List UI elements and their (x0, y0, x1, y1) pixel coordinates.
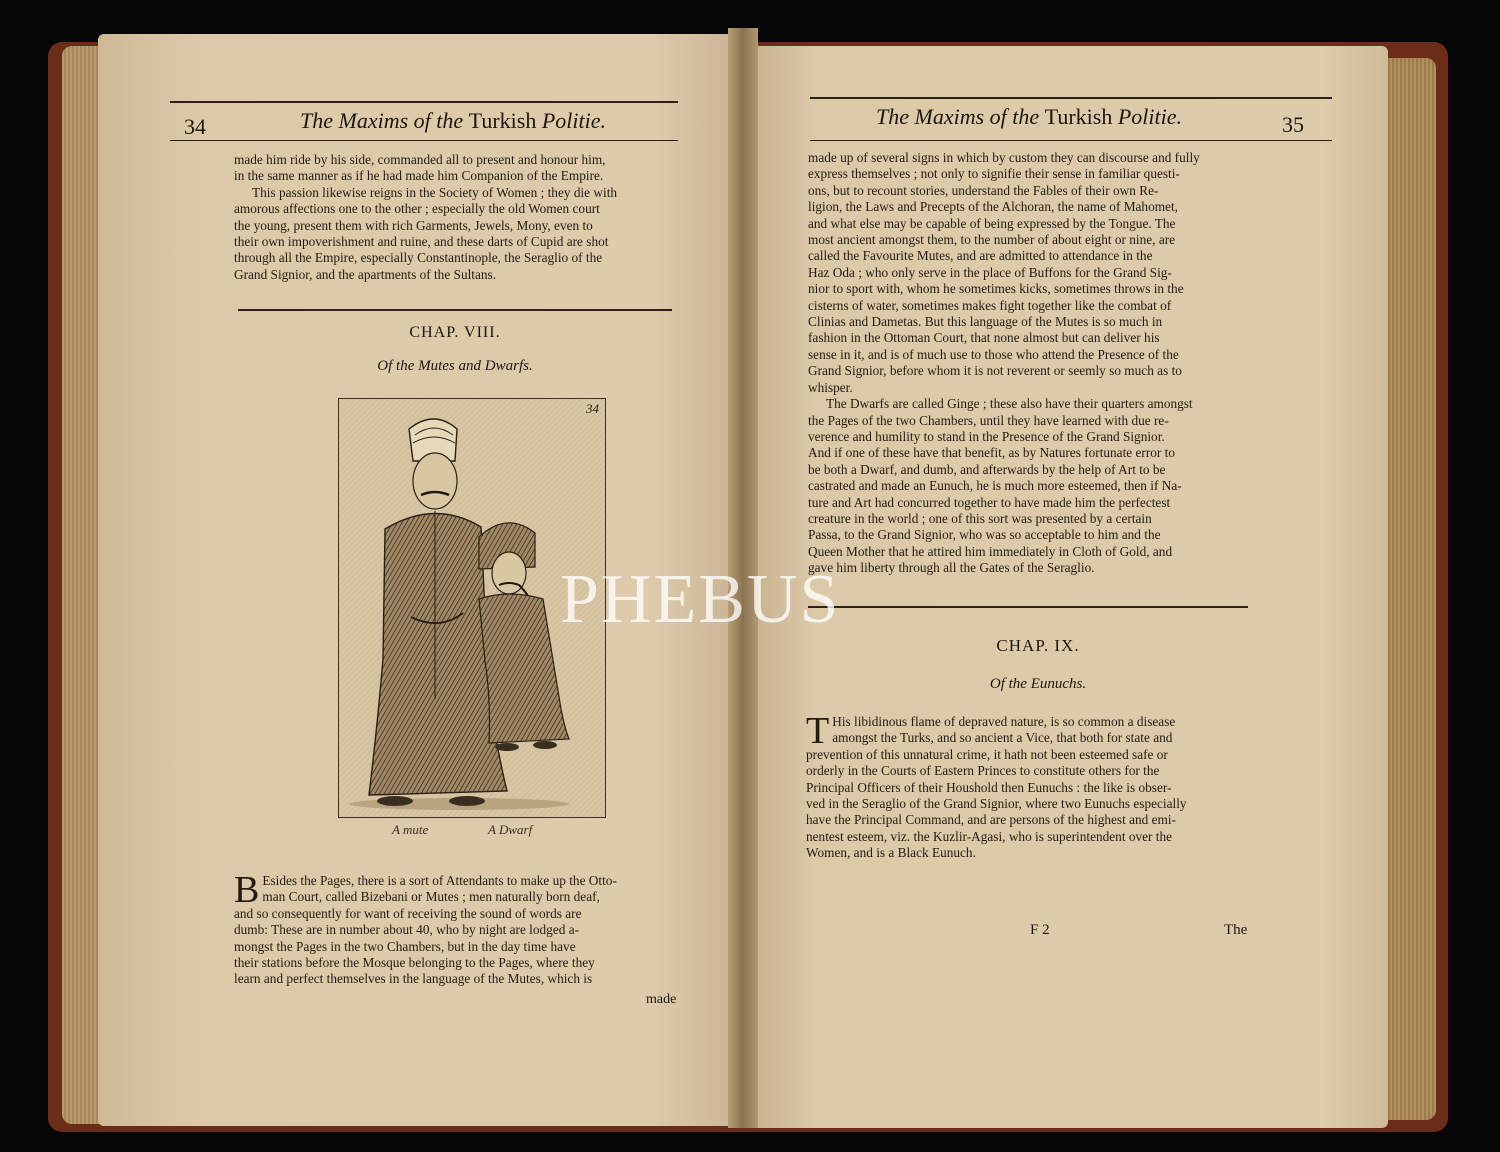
left-head-rule-bottom (170, 140, 678, 141)
right-section-rule (808, 606, 1248, 608)
text-line: creature in the world ; one of this sort was presented by a certain (808, 510, 1152, 526)
plate-caption-dwarf: A Dwarf (488, 822, 533, 837)
text-line: learn and perfect themselves in the language of the Mutes, which is (234, 971, 593, 987)
text-line: ons, but to recount stories, understand the Fables of their own Re- (808, 182, 1159, 198)
right-body-text (806, 710, 1252, 862)
text-line: ligion, the Laws and Precepts of the Alchoran, the name of Mahomet, (808, 199, 1178, 215)
text-line: nentest esteem, viz. the Kuzlir-Agasi, who is superintendent over the (806, 828, 1173, 844)
drop-cap: B (234, 869, 260, 911)
left-top-paragraph (234, 152, 680, 283)
left-catchword: made (646, 992, 677, 1007)
right-running-head (876, 104, 1182, 130)
text-line: and what else may be capable of being expressed by the Tongue. The (808, 215, 1176, 231)
text-line: And if one of these have that benefit, as by Natures fortunate error to (808, 445, 1176, 461)
running-head-post: Politie. (1112, 104, 1182, 129)
left-section-rule (238, 309, 672, 311)
watermark: PHEBUS (560, 561, 841, 638)
text-line: their own impoverishment and ruine, and these darts of Cupid are shot (234, 234, 609, 250)
text-line: Esides the Pages, there is a sort of Attendants to make up the Otto- (262, 873, 617, 888)
text-line: ved in the Seraglio of the Grand Signior, where two Eunuchs especially (806, 796, 1187, 812)
text-line: their stations before the Mosque belonging to the Pages, where they (234, 955, 595, 971)
text-line: cisterns of water, sometimes makes fight together like the combat of (808, 297, 1172, 313)
text-line: His libidinous flame of depraved nature, is so common a disease (832, 714, 1176, 729)
left-head-rule-top (170, 101, 678, 103)
text-line: gave him liberty through all the Gates of the Seraglio. (808, 560, 1095, 576)
right-chapter-subtitle: Of the Eunuchs. (989, 676, 1087, 692)
text-line: the young, present them with rich Garments, Jewels, Mony, even to (234, 217, 593, 233)
text-line: nior to sport with, whom he sometimes kicks, sometimes throws in the (808, 281, 1184, 297)
left-chapter-heading: CHAP. VIII. (409, 324, 501, 341)
text-line: ture and Art had concurred together to have made him the perfectest (808, 494, 1171, 510)
text-line: through all the Empire, especially Constantinople, the Seraglio of the (234, 250, 603, 266)
right-head-rule-top (810, 97, 1332, 99)
text-line: be both a Dwarf, and dumb, and afterwards by the help of Art to be (808, 461, 1166, 477)
right-folio: 35 (1282, 112, 1304, 137)
running-head-pre: The Maxims of the (876, 104, 1045, 129)
text-line: Passa, to the Grand Signior, who was so acceptable to him and the (808, 527, 1161, 543)
left-running-head (300, 108, 606, 134)
drop-cap: T (806, 710, 830, 752)
text-line: the Pages of the two Chambers, until they have learned with due re- (808, 412, 1169, 428)
text-line: amorous affections one to the other ; especially the old Women court (234, 201, 600, 217)
running-head-post: Politie. (536, 108, 606, 133)
text-line: sense in it, and is of much use to those who attend the Presence of the (808, 346, 1179, 362)
text-line: verence and humility to stand in the Presence of the Grand Signior. (808, 428, 1165, 444)
text-line: Women, and is a Black Eunuch. (806, 845, 976, 861)
text-line: whisper. (808, 379, 853, 395)
text-line: made up of several signs in which by custom they can discourse and fully (808, 150, 1200, 165)
text-line: amongst the Turks, and so ancient a Vice, that both for state and (832, 730, 1173, 746)
text-line: fashion in the Ottoman Court, that none almost but can deliver his (808, 330, 1160, 346)
running-head-upright: Turkish (1044, 104, 1113, 129)
plate-caption-mute: A mute (392, 822, 429, 837)
signature-mark: F 2 (1030, 922, 1050, 938)
right-catchword: The (1224, 922, 1248, 938)
running-head-upright: Turkish (468, 108, 537, 133)
text-line: orderly in the Courts of Eastern Princes to constitute others for the (806, 763, 1160, 779)
running-head-pre: The Maxims of the (300, 108, 469, 133)
text-line: This passion likewise reigns in the Society of Women ; they die with (252, 184, 618, 200)
text-line: in the same manner as if he had made him Companion of the Empire. (234, 168, 604, 184)
text-line: Principal Officers of their Houshold then Eunuchs : the like is obser- (806, 779, 1172, 795)
text-line: The Dwarfs are called Ginge ; these also have their quarters amongst (826, 396, 1193, 412)
text-line: mongst the Pages in the two Chambers, but in the day time have (234, 938, 576, 954)
text-line: man Court, called Bizebani or Mutes ; men naturally born deaf, (262, 889, 600, 905)
text-line: called the Favourite Mutes, and are admitted to attendance in the (808, 248, 1153, 264)
text-line: Clinias and Dametas. But this language of the Mutes is so much in (808, 314, 1163, 330)
text-line: have the Principal Command, and are persons of the highest and emi- (806, 812, 1176, 828)
text-line: and so consequently for want of receiving the sound of words are (234, 905, 582, 921)
text-line: Queen Mother that he attired him immediately in Cloth of Gold, and (808, 543, 1173, 559)
text-line: made him ride by his side, commanded all to present and honour him, (234, 152, 606, 167)
left-chapter-subtitle: Of the Mutes and Dwarfs. (377, 358, 533, 374)
text-line: express themselves ; not only to signifie their sense in familiar questi- (808, 166, 1180, 182)
text-line: Haz Oda ; who only serve in the place of Buffons for the Grand Sig- (808, 264, 1172, 280)
left-body-text (234, 869, 672, 988)
plate-number: 34 (586, 401, 599, 416)
left-folio: 34 (184, 114, 206, 139)
text-line: Grand Signior, before whom it is not reverent or seemly so much as to (808, 363, 1182, 379)
text-line: most ancient amongst them, to the number of about eight or nine, are (808, 232, 1176, 248)
right-top-paragraph (808, 150, 1260, 577)
text-line: castrated and made an Eunuch, he is much more esteemed, then if Na- (808, 478, 1182, 494)
right-chapter-heading: CHAP. IX. (996, 636, 1080, 655)
text-line: Grand Signior, and the apartments of the Sultans. (234, 266, 497, 282)
text-line: prevention of this unnatural crime, it hath not been esteemed safe or (806, 746, 1168, 762)
text-line: dumb: These are in number about 40, who by night are lodged a- (234, 922, 580, 938)
right-head-rule-bottom (810, 140, 1332, 141)
